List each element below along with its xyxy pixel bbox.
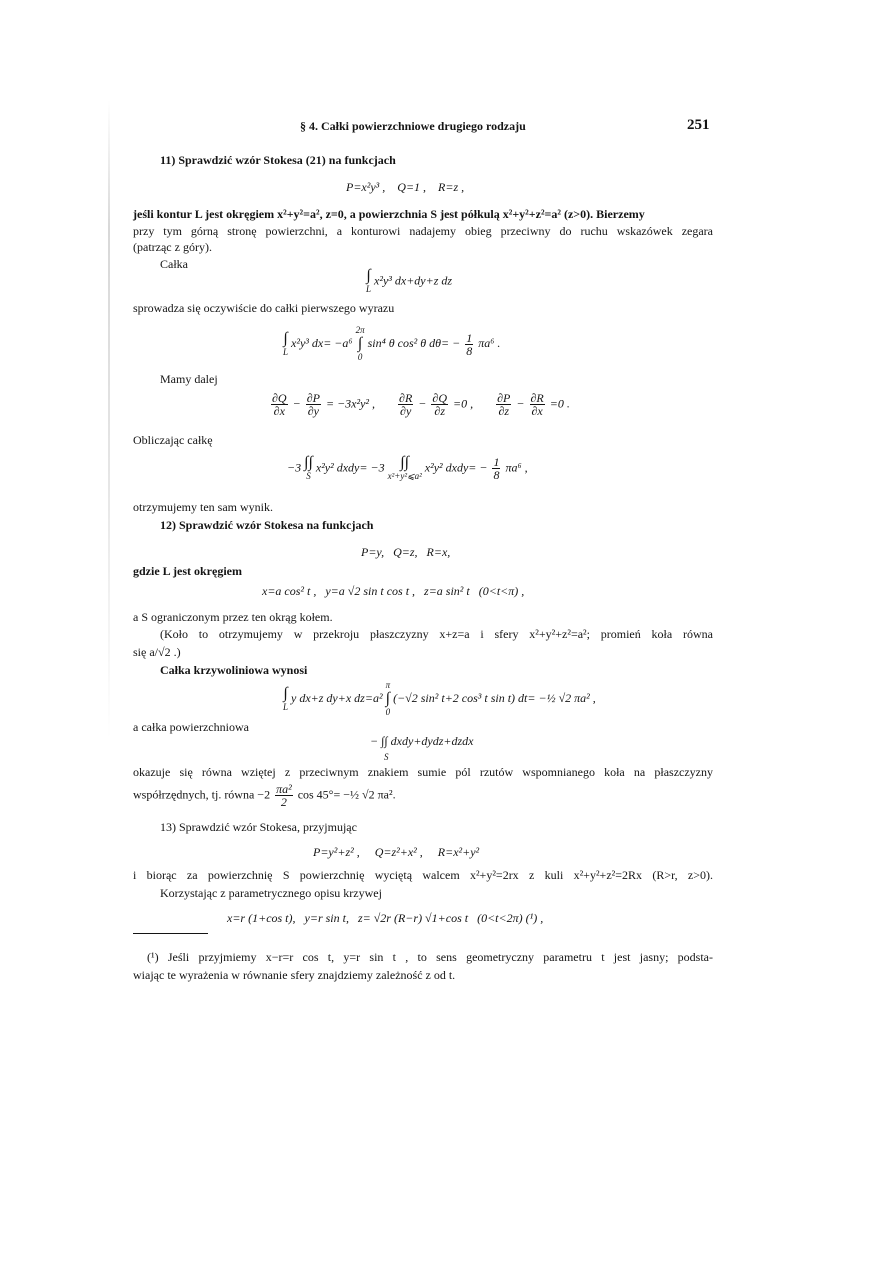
ex12-curve-parametrization: x=a cos² t , y=a √2 sin t cos t , z=a sin² t (0<t<π) , <box>262 584 525 598</box>
ex13-functions: P=y²+z² , Q=z²+x² , R=x²+y² <box>313 845 480 859</box>
ex11-first-term-formula: ∫ L x²y³ dx= −a⁶ 2π ∫ 0 sin⁴ θ cos² θ dθ= − $\frac{1}{8}$ πa⁶ . <box>283 325 501 362</box>
ex11-text-line-2: przy tym górną stronę powierzchni, a konturowi nadajemy obieg przeciwny do ruchu wskazówek zegara <box>133 224 713 238</box>
ex12-line-integral: ∫ L y dx+z dy+x dz=a² π ∫ 0 (−√2 sin² t+2 cos³ t sin t) dt= −½ √2 πa² , <box>283 680 596 717</box>
integral-sub: L <box>283 346 289 357</box>
numerator: 1 <box>466 330 473 345</box>
ex12-text-line-5: a całka powierzchniowa <box>133 720 249 734</box>
page-number: 251 <box>687 117 710 133</box>
ex12-text-line-1: gdzie L jest okręgiem <box>133 564 242 578</box>
ex11-heading: 11) Sprawdzić wzór Stokesa (21) na funkcjach <box>160 153 396 167</box>
ex11-surface-integral: −3 ∫∫ S x²y² dxdy= −3 ∫∫ x²+y²⩽a² x²y² dxdy= − $\frac{1}{8}$ πa⁶ , <box>287 454 528 482</box>
footnote-rule <box>133 933 208 934</box>
ex12-text-line-6: okazuje się równa wziętej z przeciwnym znakiem sumie pól rzutów wspomnianego koła na płaszczyzny <box>133 765 713 779</box>
formula-part: x²y³ dx= −a⁶ <box>291 335 353 350</box>
ex12-label-calka-krzywoliniowa: Całka krzywoliniowa wynosi <box>160 663 308 677</box>
ex13-curve-parametrization: x=r (1+cos t), y=r sin t, z= √2r (R−r) √1+cos t (0<t<2π) (¹) , <box>227 911 544 925</box>
formula-part: sin⁴ θ cos² θ dθ= − <box>367 335 461 350</box>
ex12-text-line-4: się a/√2 .) <box>133 645 181 659</box>
ex11-functions: P=x²y³ , Q=1 , R=z , <box>346 180 465 194</box>
ex12-text-line-2: a S ograniczonym przez ten okrąg kołem. <box>133 610 333 624</box>
ex11-text-line-4: sprowadza się oczywiście do całki pierwszego wyrazu <box>133 301 395 315</box>
ex12-surface-integral: − ∫∫ dxdy+dydz+dzdx S <box>370 734 474 762</box>
ex12-functions: P=y, Q=z, R=x, <box>361 545 451 559</box>
ex11-text-line-3: (patrząc z góry). <box>133 240 212 254</box>
denominator: 8 <box>466 343 473 358</box>
integral-sub: L <box>366 284 372 294</box>
ex13-text-line-1: i biorąc za powierzchnię S powierzchnię wyciętą walcem x²+y²=2rx z kuli x²+y²+z²=2Rx (R>r, z>0). <box>133 868 713 882</box>
lower-limit: 0 <box>357 352 363 362</box>
ex11-label-obliczajac: Obliczając całkę <box>133 433 213 447</box>
ex11-conclusion: otrzymujemy ten sam wynik. <box>133 500 273 514</box>
ex11-label-calka: Całka <box>160 257 188 271</box>
scan-edge-shadow <box>108 100 110 740</box>
formula-part: πa⁶ . <box>478 335 501 350</box>
upper-limit: 2π <box>355 325 365 335</box>
ex12-text-line-3: (Koło to otrzymujemy w przekroju płaszczyzny x+z=a i sfery x²+y²+z²=a²; promień koła równa <box>160 627 713 641</box>
ex12-text-line-7: współrzędnych, tj. równa −2 $\frac{\text{πa²}}{2}$ cos 45°= −½ √2 πa². <box>133 782 396 809</box>
footnote-line-1: (¹) Jeśli przyjmiemy x−r=r cos t, y=r sin t , to sens geometryczny parametru t jest jasny; podsta- <box>147 950 713 964</box>
integrand: x²y³ dx+dy+z dz <box>374 273 453 288</box>
running-title: § 4. Całki powierzchniowe drugiego rodzaju <box>300 119 526 133</box>
ex11-text-line-1: jeśli kontur L jest okręgiem x²+y²=a², z=0, a powierzchnia S jest półkulą x²+y²+z²=a² (z>0). Bierzemy <box>133 207 645 221</box>
ex11-label-mamy-dalej: Mamy dalej <box>160 372 218 386</box>
integral-sub: S <box>384 752 389 762</box>
footnote-line-2: wiając te wyrażenia w równanie sfery znajdziemy zależność z od t. <box>133 968 456 982</box>
ex13-text-line-2: Korzystając z parametrycznego opisu krzywej <box>160 886 382 900</box>
ex11-partial-derivatives: $\frac{\partial Q}{\partial x}$ − $\frac{\partial P}{\partial y}$ = −3x²y² , $\frac{\partial R}{\partial y}$ − $\frac{\partial Q}{\partial z}$ =0 , $\frac{\partial P}{\partial z}$ − $\frac{\partial R}{\partial x}$ =0 . <box>272 391 570 418</box>
ex11-line-integral: ∫ L x²y³ dx+dy+z dz <box>366 267 453 294</box>
ex12-heading: 12) Sprawdzić wzór Stokesa na funkcjach <box>160 518 374 532</box>
ex13-heading: 13) Sprawdzić wzór Stokesa, przyjmując <box>160 820 357 834</box>
